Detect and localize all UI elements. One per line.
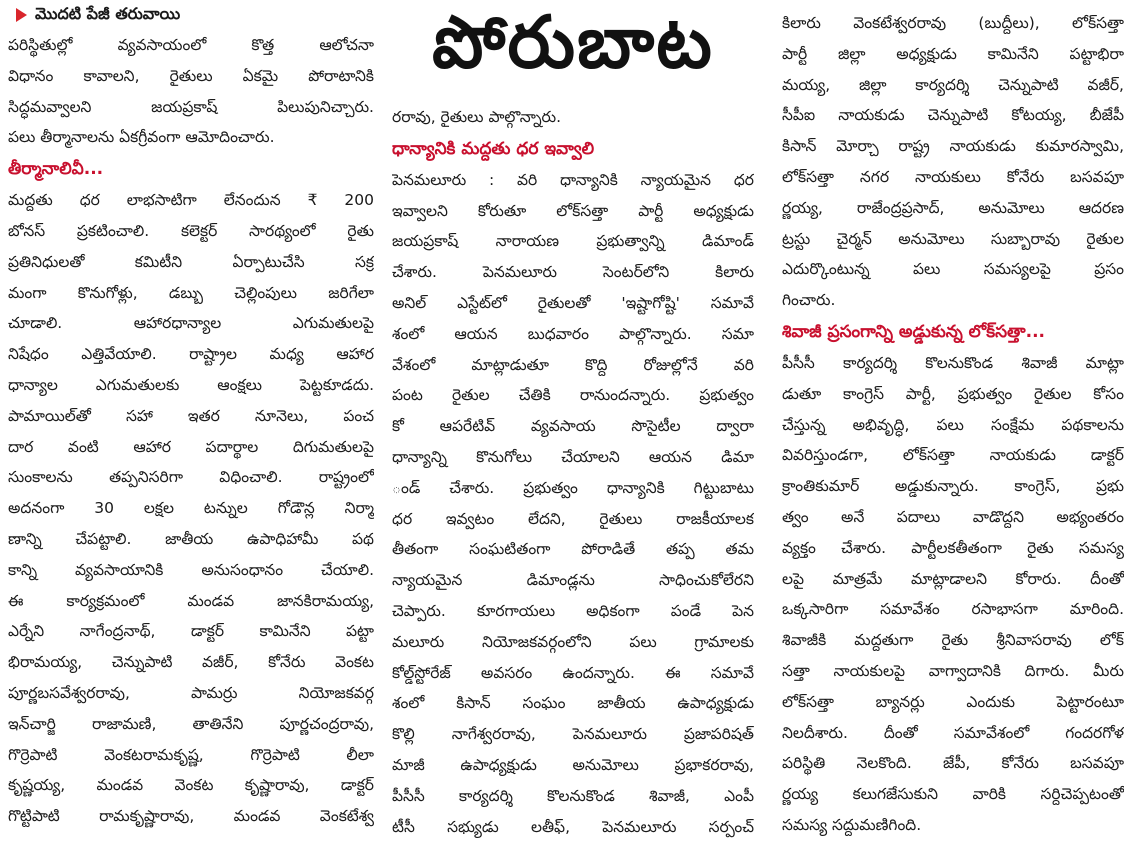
text-line: ఈ కార్యక్రమంలో మండవ జానకిరామయ్య, <box>8 591 374 610</box>
continued-from-front-page <box>8 0 374 30</box>
text-line: చూడాలి. ఆహారధాన్యాల ఎగుమతులపై <box>8 314 374 333</box>
text-line: గొట్టిపాటి రామకృష్ణారావు, మండవ వెంకటేశ్వ <box>8 807 374 826</box>
text-line: ర్ణయ్య, రాజేంద్రప్రసాద్, అనుమోలు ఆదరణ <box>782 198 1124 217</box>
text-line: మలూరు నియోజకవర్గంలోని పలు గ్రామాలకు <box>392 632 754 651</box>
text-line: విధానం కావాలని, రైతులు ఏకమై పోరాటానికి <box>8 66 374 85</box>
text-line: చేస్తున్న అభివృద్ధి, పలు సంక్షేమ పథకాలను <box>782 415 1124 434</box>
text-line: పలు తీర్మానాలను ఏకగ్రీవంగా ఆమోదించారు. <box>8 128 275 147</box>
text-line: కిలారు వెంకటేశ్వరరావు (బుద్దీలు), లోక్‌సత్తా <box>782 14 1124 32</box>
article-column-2 <box>392 0 754 842</box>
text-line: మాజీ ఉపాధ్యక్షుడు అనుమోలు ప్రభాకరరావు, <box>392 755 754 774</box>
text-line: పార్టీ జిల్లా అధ్యక్షుడు కామినేని పట్టాభిరా <box>782 44 1124 63</box>
text-line: గించారు. <box>782 291 836 310</box>
text-line: సమస్య సద్దుమణిగింది. <box>782 815 922 834</box>
text-line: బోనస్ ప్రకటించాలి. కలెక్టర్ సారథ్యంలో రైతు <box>8 221 374 240</box>
text-line: ఎదుర్కొంటున్న పలు సమస్యలపై ప్రసం <box>782 260 1124 279</box>
text-line: ండ్ చేశారు. ప్రభుత్వం ధాన్యానికి గిట్టుబాటు <box>392 478 754 497</box>
text-line: రరావు, రైతులు పాల్గొన్నారు. <box>392 108 562 126</box>
text-line: డుతూ కాంగ్రెస్ పార్టీ, ప్రభుత్వం రైతుల కోసం <box>782 384 1124 403</box>
text-line: వేశంలో మాట్లాడుతూ కొద్ది రోజుల్లోనే వరి <box>392 355 754 374</box>
text-line: పీసీసీ కార్యదర్శి కొలనుకొండ శివాజీ మాట్లా <box>782 353 1124 372</box>
text-line: మంగా కొనుగోళ్లు, డబ్బు చెల్లింపులు జరిగేలా <box>8 283 374 302</box>
text-line: కొల్లి నాగేశ్వరరావు, పెనమలూరు ప్రజాపరిషత్ <box>392 725 754 744</box>
text-line: న్యాయమైన డిమాండ్లను సాధించుకోలేరని <box>392 571 754 590</box>
text-line: ప్రతినిధులతో కమిటీని ఏర్పాటుచేసి సక్ర <box>8 252 374 271</box>
text-line: ఒక్కసారిగా సమావేశం రసాభాసగా మారింది. <box>782 600 1124 619</box>
text-line: సిద్ధమవ్వాలని జయప్రకాష్ పిలుపునిచ్చారు. <box>8 97 374 116</box>
text-line: కృష్ణయ్య, మండవ వెంకట కృష్ణారావు, డాక్టర్ <box>8 776 374 795</box>
text-line: ట్రస్టు చైర్మన్ అనుమోలు సుబ్బారావు రైతుల <box>782 229 1124 248</box>
text-line: ణాన్ని చేపట్టాలి. జాతీయ ఉపాధిహామీ పథ <box>8 529 374 548</box>
text-line: త్వం అనే పదాలు వాడొద్దని అభ్యంతరం <box>782 507 1124 526</box>
sub-heading: ధాన్యానికి మద్దతు ధర ఇవ్వాలి <box>392 138 595 159</box>
text-line: గొర్రెపాటి వెంకటరామకృష్ణ, గొర్రెపాటి లీలా <box>8 745 374 764</box>
text-line: ధాన్యాన్ని కొనుగోలు చేయాలని ఆయన డిమా <box>392 447 754 466</box>
article-column-1 <box>8 0 374 832</box>
text-line: కో ఆపరేటివ్ వ్యవసాయ సొసైటీల ద్వారా <box>392 417 754 436</box>
text-line: పరిస్థితుల్లో వ్యవసాయంలో కొత్త ఆలోచనా <box>8 36 374 54</box>
text-line: నిలదీశారు. దీంతో సమావేశంలో గందరగోళ <box>782 723 1124 742</box>
text-line: శంలో ఆయన బుధవారం పాల్గొన్నారు. సమా <box>392 324 754 343</box>
text-line: ధాన్యాల ఎగుమతులకు ఆంక్షలు పెట్టకూడదు. <box>8 375 374 394</box>
text-line: మయ్య, జిల్లా కార్యదర్శి చెన్నుపాటి వజీర్, <box>782 75 1124 94</box>
text-line: కిసాన్ మోర్చా రాష్ట్ర నాయకుడు కుమారస్వామి, <box>782 137 1124 156</box>
text-line: పరిస్థితి నెలకొంది. జేపీ, కోనేరు బసవపూ <box>782 754 1124 773</box>
text-line: సత్తా నాయకులపై వాగ్వాదానికి దిగారు. మీరు <box>782 661 1124 680</box>
text-line: శివాజీకి మద్దతుగా రైతు శ్రీనివాసరావు లోక్ <box>782 631 1124 650</box>
text-line: జయప్రకాష్ నారాయణ ప్రభుత్వాన్ని డిమాండ్ <box>392 232 754 251</box>
text-line: పీసీసీ కార్యదర్శి కొలనుకొండ శివాజీ, ఎంపీ <box>392 786 754 805</box>
text-line: ఎర్నేని నాగేంద్రనాథ్, డాక్టర్ కామినేని పట్టా <box>8 622 374 641</box>
play-triangle-icon <box>16 8 27 22</box>
text-line: పంట రైతుల చేతికి రానుందన్నారు. ప్రభుత్వం <box>392 386 754 405</box>
text-line: తీతంగా సంఘటితంగా పోరాడితే తప్ప తమ <box>392 540 754 559</box>
text-line: అదనంగా 30 లక్షల టన్నుల గోడౌన్ల నిర్మా <box>8 499 374 518</box>
kicker-label: మొదటి పేజీ తరువాయి <box>35 3 181 23</box>
text-line: లపై మాత్రమే మాట్లాడాలని కోరారు. దీంతో <box>782 569 1124 588</box>
headline: పోరుబాట <box>432 0 714 84</box>
text-line: దార వంటి ఆహార పదార్థాల దిగుమతులపై <box>8 437 374 456</box>
text-line: ధర ఇవ్వటం లేదని, రైతులు రాజకీయాలక <box>392 509 754 528</box>
text-line: మద్దతు ధర లాభసాటిగా లేనందున ₹ 200 <box>8 191 374 210</box>
text-line: పూర్ణబసవేశ్వరరావు, పామర్రు నియోజకవర్గ <box>8 683 374 702</box>
text-line: చేశారు. పెనమలూరు సెంటర్‌లోని కిలారు <box>392 263 754 282</box>
text-line: వ్యక్తం చేశారు. పార్టీలకతీతంగా రైతు సమస్య <box>782 538 1124 557</box>
text-line: కాన్ని వ్యవసాయానికి అనుసంధానం చేయాలి. <box>8 560 374 579</box>
text-line: టీసీ సభ్యుడు లతీఫ్, పెనమలూరు సర్పంచ్ <box>392 817 754 836</box>
text-line: పెనమలూరు : వరి ధాన్యానికి న్యాయమైన ధర <box>392 170 754 189</box>
text-line: లోక్‌సత్తా నగర నాయకులు కోనేరు బసవపూ <box>782 167 1124 186</box>
text-line: కోల్డ్‌స్టోరేజ్ అవసరం ఉందన్నారు. ఈ సమావే <box>392 663 754 682</box>
text-line: అనిల్ ఎస్టేట్‌లో రైతులతో 'ఇష్టాగోష్టి' సమావే <box>392 293 754 312</box>
article-column-3 <box>782 0 1124 841</box>
text-line: సుంకాలను తప్పనిసరిగా విధించాలి. రాష్ట్రంలో <box>8 468 374 487</box>
text-line: వివరిస్తుండగా, లోక్‌సత్తా నాయకుడు డాక్టర్ <box>782 446 1124 465</box>
sub-heading: తీర్మానాలివీ... <box>8 159 104 180</box>
sub-heading: శివాజీ ప్రసంగాన్ని అడ్డుకున్న లోక్‌సత్తా... <box>782 321 1045 342</box>
text-line: భిరామయ్య, చెన్నుపాటి వజీర్, కోనేరు వెంకట <box>8 653 374 672</box>
text-line: పామాయిల్‌తో సహా ఇతర నూనెలు, పంచ <box>8 406 374 425</box>
text-line: క్రాంతికుమార్ అడ్డుకున్నారు. కాంగ్రెస్, ప్రభు <box>782 477 1124 496</box>
text-line: శంలో కిసాన్ సంఘం జాతీయ ఉపాధ్యక్షుడు <box>392 694 754 713</box>
text-line: లోక్‌సత్తా బ్యానర్లు ఎందుకు పెట్టారంటూ <box>782 692 1124 711</box>
text-line: ఇవ్వాలని కోరుతూ లోక్‌సత్తా పార్టీ అధ్యక్షుడు <box>392 201 754 220</box>
text-line: ర్ణయ్య కలుగజేసుకుని వారికి సర్దిచెప్పటంతో <box>782 785 1124 804</box>
text-line: సీపీఐ నాయకుడు చెన్నుపాటి కోటయ్య, బీజేపీ <box>782 106 1124 125</box>
text-line: ఇన్‌చార్జి రాజామణి, తాతినేని పూర్ణచంద్రరావు, <box>8 714 374 733</box>
text-line: చెప్పారు. కూరగాయలు అధికంగా పండే పెన <box>392 601 754 620</box>
text-line: నిషేధం ఎత్తివేయాలి. రాష్ట్రాల మధ్య ఆహార <box>8 345 374 364</box>
